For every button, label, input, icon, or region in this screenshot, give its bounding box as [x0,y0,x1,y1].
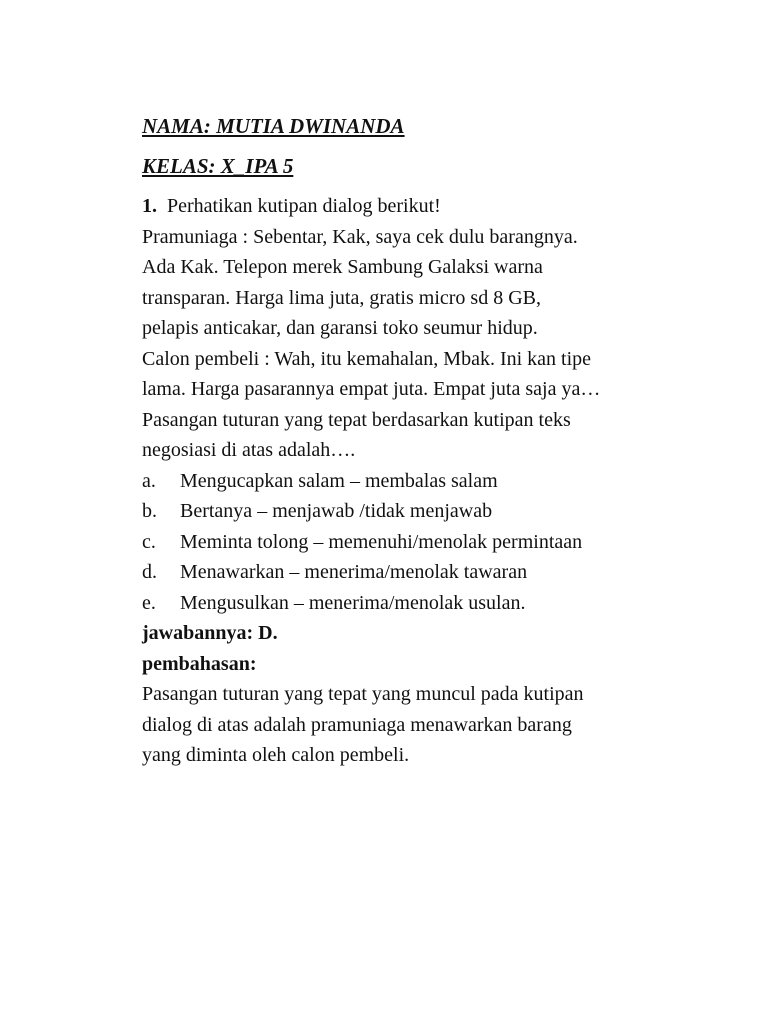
option-text: Mengucapkan salam – membalas salam [180,469,498,492]
option-b [142,496,702,527]
discussion-label: pembahasan: [142,652,257,675]
question-intro-line [142,191,702,222]
document-page [142,106,702,771]
dialog-line: pelapis anticakar, dan garansi toko seumur hidup. [142,317,538,339]
option-letter: e. [142,591,156,614]
question-block [142,191,702,771]
option-c [142,527,702,558]
discussion-line: yang diminta oleh calon pembeli. [142,744,410,766]
dialog-line: transparan. Harga lima juta, gratis micro sd 8 GB, [142,286,541,309]
dialog-line: Pramuniaga : Sebentar, Kak, saya cek dulu barangnya. [142,225,578,248]
option-letter: b. [142,500,157,522]
option-e [142,588,702,619]
dialog-line: Pasangan tuturan yang tepat berdasarkan kutipan teks [142,408,571,431]
option-text: Mengusulkan – menerima/menolak usulan. [180,591,526,614]
discussion-line: dialog di atas adalah pramuniaga menawarkan barang [142,713,572,736]
option-d [142,557,702,588]
dialog-line: Ada Kak. Telepon merek Sambung Galaksi warna [142,256,543,278]
answer-label: jawabannya: D. [142,622,278,644]
dialog-line: Calon pembeli : Wah, itu kemahalan, Mbak. Ini kan tipe [142,347,592,370]
option-letter: c. [142,530,156,553]
dialog-line: negosiasi di atas adalah…. [142,439,356,461]
option-text: Menawarkan – menerima/menolak tawaran [180,561,528,583]
option-letter: a. [142,469,156,492]
discussion-line: Pasangan tuturan yang tepat yang muncul pada kutipan [142,683,584,705]
question-intro: Perhatikan kutipan dialog berikut! [167,195,441,217]
dialog-line: lama. Harga pasarannya empat juta. Empat juta saja ya… [142,378,601,400]
student-class: KELAS: X_IPA 5 [142,154,294,178]
option-text: Bertanya – menjawab /tidak menjawab [180,500,493,522]
option-a [142,466,702,497]
option-letter: d. [142,561,157,583]
question-number: 1. [142,195,157,217]
option-text: Meminta tolong – memenuhi/menolak permintaan [180,530,583,553]
student-name: NAMA: MUTIA DWINANDA [142,114,405,138]
